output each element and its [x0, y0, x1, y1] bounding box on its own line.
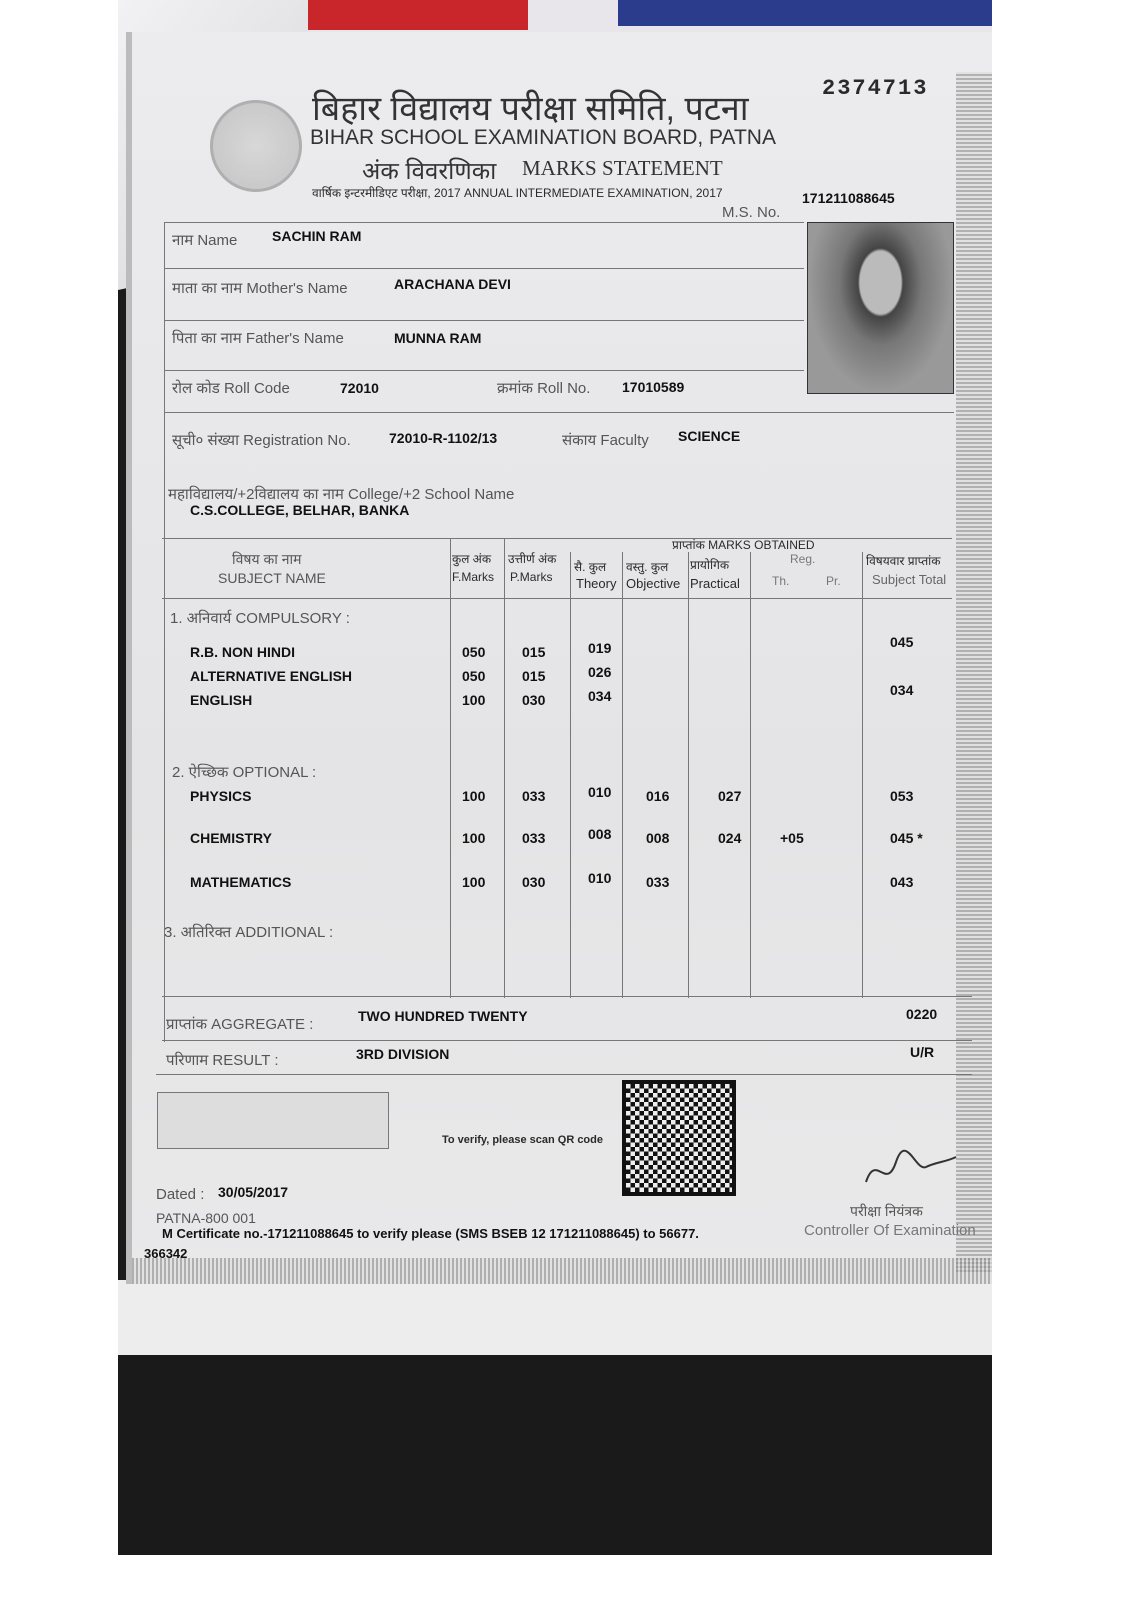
cell-p: 015 [522, 644, 546, 660]
security-border [956, 72, 992, 1272]
cell-total: 053 [890, 788, 914, 804]
verification-qr-code [622, 1080, 736, 1196]
student-photo [807, 222, 954, 394]
cell-theory: 010 [588, 870, 612, 886]
security-border-bottom [132, 1258, 992, 1284]
dated-value: 30/05/2017 [218, 1184, 289, 1200]
cell-theory: 010 [588, 784, 612, 800]
name-label: नाम Name [172, 232, 238, 249]
result-code: U/R [910, 1044, 935, 1060]
theory-header-hindi: सै. कुल [574, 560, 607, 574]
cell-theory: 034 [588, 688, 612, 704]
reg-header: Reg. [790, 552, 816, 566]
total-header: Subject Total [872, 572, 947, 587]
practical-header: Practical [690, 576, 740, 591]
cell-objective: 016 [646, 788, 670, 804]
roll-no-label: क्रमांक Roll No. [497, 380, 591, 397]
cell-objective: 008 [646, 830, 670, 846]
faculty-label: संकाय Faculty [562, 432, 649, 449]
theory-header: Theory [576, 576, 617, 591]
cell-f: 050 [462, 644, 486, 660]
statement-title: MARKS STATEMENT [522, 156, 723, 180]
college-label: महाविद्यालय/+2विद्यालय का नाम College/+2 School Name [168, 486, 515, 503]
cell-f: 100 [462, 830, 486, 846]
reg-pr-header: Pr. [826, 574, 841, 588]
cell-f: 100 [462, 788, 486, 804]
pmarks-header: P.Marks [510, 570, 553, 584]
result-label: परिणाम RESULT : [166, 1052, 279, 1069]
total-header-hindi: विषयवार प्राप्तांक [866, 554, 941, 568]
fmarks-header: F.Marks [452, 570, 494, 584]
cell-subject: CHEMISTRY [190, 830, 272, 846]
controller-hindi: परीक्षा नियंत्रक [850, 1203, 923, 1219]
subject-header-hindi: विषय का नाम [232, 551, 302, 567]
college-value: C.S.COLLEGE, BELHAR, BANKA [190, 502, 410, 518]
cell-theory: 019 [588, 640, 612, 656]
section-optional: 2. ऐच्छिक OPTIONAL : [172, 764, 317, 781]
cell-p: 033 [522, 788, 546, 804]
cell-total: 034 [890, 682, 914, 698]
reg-th-header: Th. [772, 574, 790, 588]
cell-objective: 033 [646, 874, 670, 890]
marks-obtained-header: प्राप्तांक MARKS OBTAINED [672, 538, 815, 552]
cell-theory: 008 [588, 826, 612, 842]
cell-p: 030 [522, 692, 546, 708]
fmarks-header-hindi: कुल अंक [452, 552, 492, 566]
cell-p: 015 [522, 668, 546, 684]
cell-subject: PHYSICS [190, 788, 252, 804]
ms-number: 171211088645 [802, 190, 895, 206]
registration-label: सूची० संख्या Registration No. [172, 432, 351, 449]
poster-red-text [298, 0, 528, 30]
aggregate-words: TWO HUNDRED TWENTY [358, 1008, 528, 1024]
objective-header: Objective [626, 576, 681, 591]
result-value: 3RD DIVISION [356, 1046, 450, 1062]
cell-subject: ENGLISH [190, 692, 253, 708]
cell-subject: MATHEMATICS [190, 874, 292, 890]
mother-name-value: ARACHANA DEVI [394, 276, 511, 292]
cell-p: 030 [522, 874, 546, 890]
cell-f: 100 [462, 692, 486, 708]
board-title: BIHAR SCHOOL EXAMINATION BOARD, PATNA [310, 126, 776, 149]
cell-practical: 027 [718, 788, 742, 804]
father-name-value: MUNNA RAM [394, 330, 482, 346]
document-photo [118, 0, 992, 1555]
ms-number-label: M.S. No. [722, 204, 781, 221]
verify-sms-text: M Certificate no.-171211088645 to verify please (SMS BSEB 12 171211088645) to 56677. [162, 1226, 699, 1241]
practical-header-hindi: प्रायोगिक [690, 558, 730, 572]
objective-header-hindi: वस्तु. कुल [626, 560, 669, 574]
controller-signature [856, 1142, 966, 1202]
place: PATNA-800 001 [156, 1210, 256, 1226]
subtitle-hindi: अंक विवरणिका [362, 158, 497, 185]
exam-line: वार्षिक इन्टरमीडिएट परीक्षा, 2017 ANNUAL INTERMEDIATE EXAMINATION, 2017 [312, 186, 723, 200]
serial-number: 2374713 [822, 76, 929, 101]
under-paper [118, 1280, 992, 1355]
aggregate-label: प्राप्तांक AGGREGATE : [166, 1016, 314, 1033]
dated-label: Dated : [156, 1186, 205, 1203]
roll-no-value: 17010589 [622, 379, 685, 395]
section-additional: 3. अतिरिक्त ADDITIONAL : [164, 924, 334, 941]
subject-header: SUBJECT NAME [218, 570, 326, 586]
blank-box [157, 1092, 389, 1149]
cell-reg-th: +05 [780, 830, 804, 846]
cell-total: 045 * [890, 830, 923, 846]
cell-p: 033 [522, 830, 546, 846]
marks-statement [126, 32, 992, 1284]
faculty-value: SCIENCE [678, 428, 741, 444]
roll-code-label: रोल कोड Roll Code [172, 380, 290, 397]
qr-instruction: To verify, please scan QR code [442, 1134, 603, 1146]
cell-f: 050 [462, 668, 486, 684]
cell-theory: 026 [588, 664, 612, 680]
cell-practical: 024 [718, 830, 742, 846]
registration-value: 72010-R-1102/13 [389, 430, 498, 446]
section-compulsory: 1. अनिवार्य COMPULSORY : [170, 610, 350, 627]
cell-subject: ALTERNATIVE ENGLISH [190, 668, 353, 684]
bottom-code: 366342 [144, 1246, 188, 1261]
roll-code-value: 72010 [340, 380, 379, 396]
aggregate-value: 0220 [906, 1006, 938, 1022]
title-hindi: बिहार विद्यालय परीक्षा समिति, पटना [312, 90, 749, 128]
pmarks-header-hindi: उत्तीर्ण अंक [508, 552, 557, 566]
cell-total: 043 [890, 874, 914, 890]
board-seal-logo [210, 100, 302, 192]
controller-title: Controller Of Examination [804, 1222, 976, 1239]
mother-name-label: माता का नाम Mother's Name [172, 280, 348, 297]
cell-total: 045 [890, 634, 914, 650]
poster-blue-banner [618, 0, 992, 26]
cell-f: 100 [462, 874, 486, 890]
name-value: SACHIN RAM [272, 228, 362, 244]
cell-subject: R.B. NON HINDI [190, 644, 295, 660]
father-name-label: पिता का नाम Father's Name [172, 330, 344, 347]
